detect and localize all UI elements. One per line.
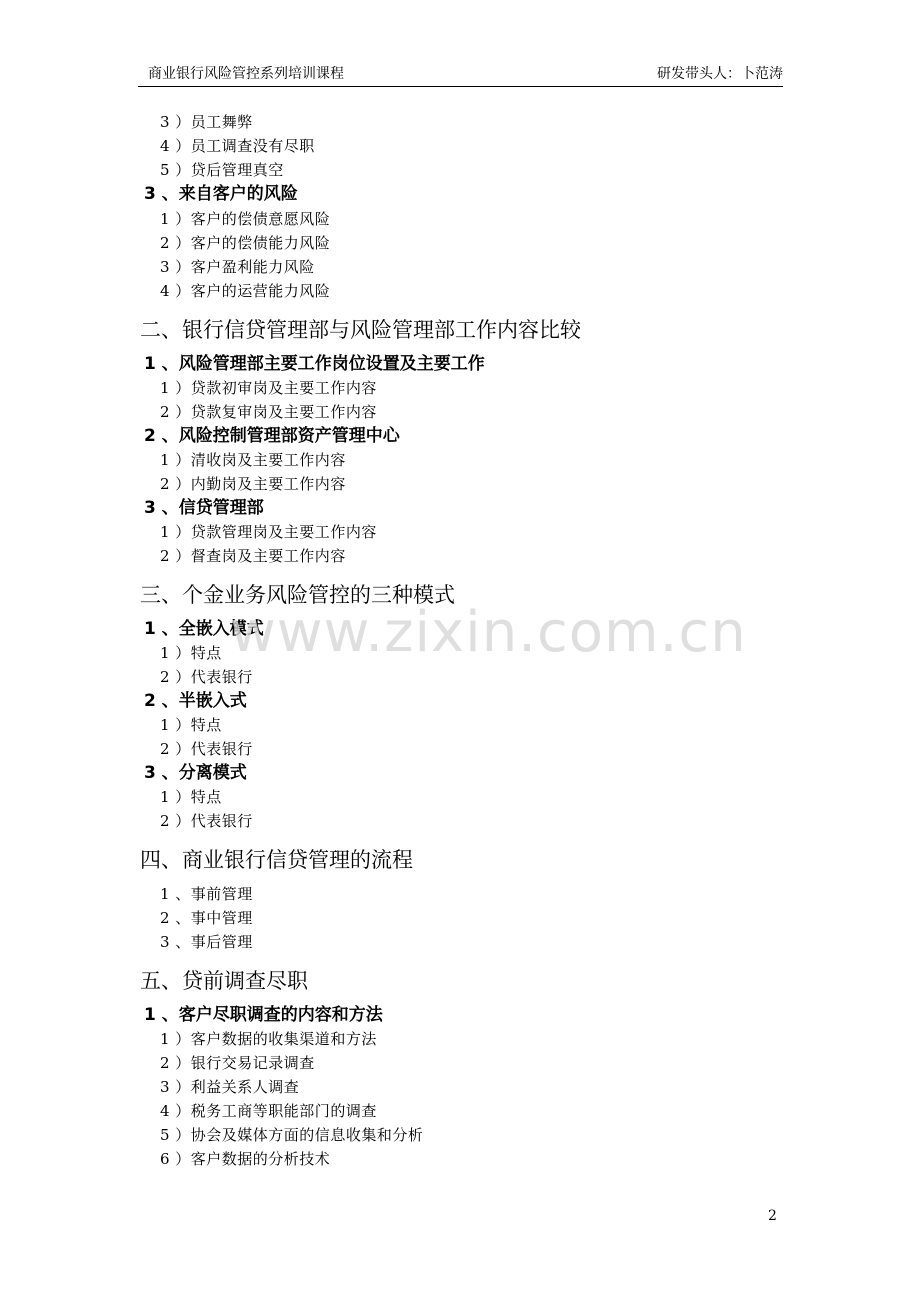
page-header — [138, 62, 783, 87]
list-item: 1 ）特点 — [160, 716, 222, 734]
section-heading: 四、商业银行信贷管理的流程 — [140, 848, 413, 872]
subsection-heading: 3 、分离模式 — [144, 763, 247, 783]
subsection-heading: 1 、客户尽职调查的内容和方法 — [144, 1005, 383, 1025]
section-heading: 三、个金业务风险管控的三种模式 — [140, 583, 455, 607]
list-item: 3 、事后管理 — [160, 933, 253, 951]
list-item: 2 ）代表银行 — [160, 740, 253, 758]
list-item: 2 ）客户的偿债能力风险 — [160, 234, 331, 252]
subsection-heading: 3 、信贷管理部 — [144, 498, 264, 518]
author-label: 研发带头人：卜范涛 — [657, 66, 783, 82]
subsection-heading: 2 、半嵌入式 — [144, 691, 247, 711]
subsection-heading: 1 、风险管理部主要工作岗位设置及主要工作 — [144, 354, 485, 374]
list-item: 6 ）客户数据的分析技术 — [160, 1150, 331, 1168]
watermark: www.zixin.com.cn — [230, 600, 747, 665]
list-item: 5 ）协会及媒体方面的信息收集和分析 — [160, 1126, 424, 1144]
list-item: 1 ）贷款初审岗及主要工作内容 — [160, 379, 377, 397]
list-item: 2 ）代表银行 — [160, 812, 253, 830]
list-item: 1 ）特点 — [160, 644, 222, 662]
list-item: 2 ）内勤岗及主要工作内容 — [160, 475, 346, 493]
course-title: 商业银行风险管控系列培训课程 — [148, 66, 344, 82]
section-heading: 五、贷前调查尽职 — [140, 969, 308, 993]
list-item: 2 ）银行交易记录调查 — [160, 1054, 315, 1072]
list-item: 3 ）客户盈利能力风险 — [160, 258, 315, 276]
list-item: 1 ）贷款管理岗及主要工作内容 — [160, 523, 377, 541]
subsection-heading: 3 、来自客户的风险 — [144, 184, 298, 204]
subsection-heading: 2 、风险控制管理部资产管理中心 — [144, 426, 400, 446]
list-item: 1 ）清收岗及主要工作内容 — [160, 451, 346, 469]
list-item: 4 ）税务工商等职能部门的调查 — [160, 1102, 377, 1120]
list-item: 1 ）客户的偿债意愿风险 — [160, 210, 331, 228]
list-item: 1 、事前管理 — [160, 885, 253, 903]
list-item: 2 、事中管理 — [160, 909, 253, 927]
list-item: 3 ）员工舞弊 — [160, 113, 253, 131]
section-heading: 二、银行信贷管理部与风险管理部工作内容比较 — [140, 318, 581, 342]
list-item: 4 ）客户的运营能力风险 — [160, 282, 331, 300]
list-item: 2 ）代表银行 — [160, 668, 253, 686]
list-item: 2 ）贷款复审岗及主要工作内容 — [160, 403, 377, 421]
list-item: 4 ）员工调查没有尽职 — [160, 137, 315, 155]
list-item: 1 ）特点 — [160, 788, 222, 806]
list-item: 5 ）贷后管理真空 — [160, 161, 284, 179]
page-number: 2 — [768, 1208, 777, 1224]
subsection-heading: 1 、全嵌入模式 — [144, 619, 264, 639]
list-item: 3 ）利益关系人调查 — [160, 1078, 300, 1096]
list-item: 2 ）督查岗及主要工作内容 — [160, 547, 346, 565]
list-item: 1 ）客户数据的收集渠道和方法 — [160, 1030, 377, 1048]
